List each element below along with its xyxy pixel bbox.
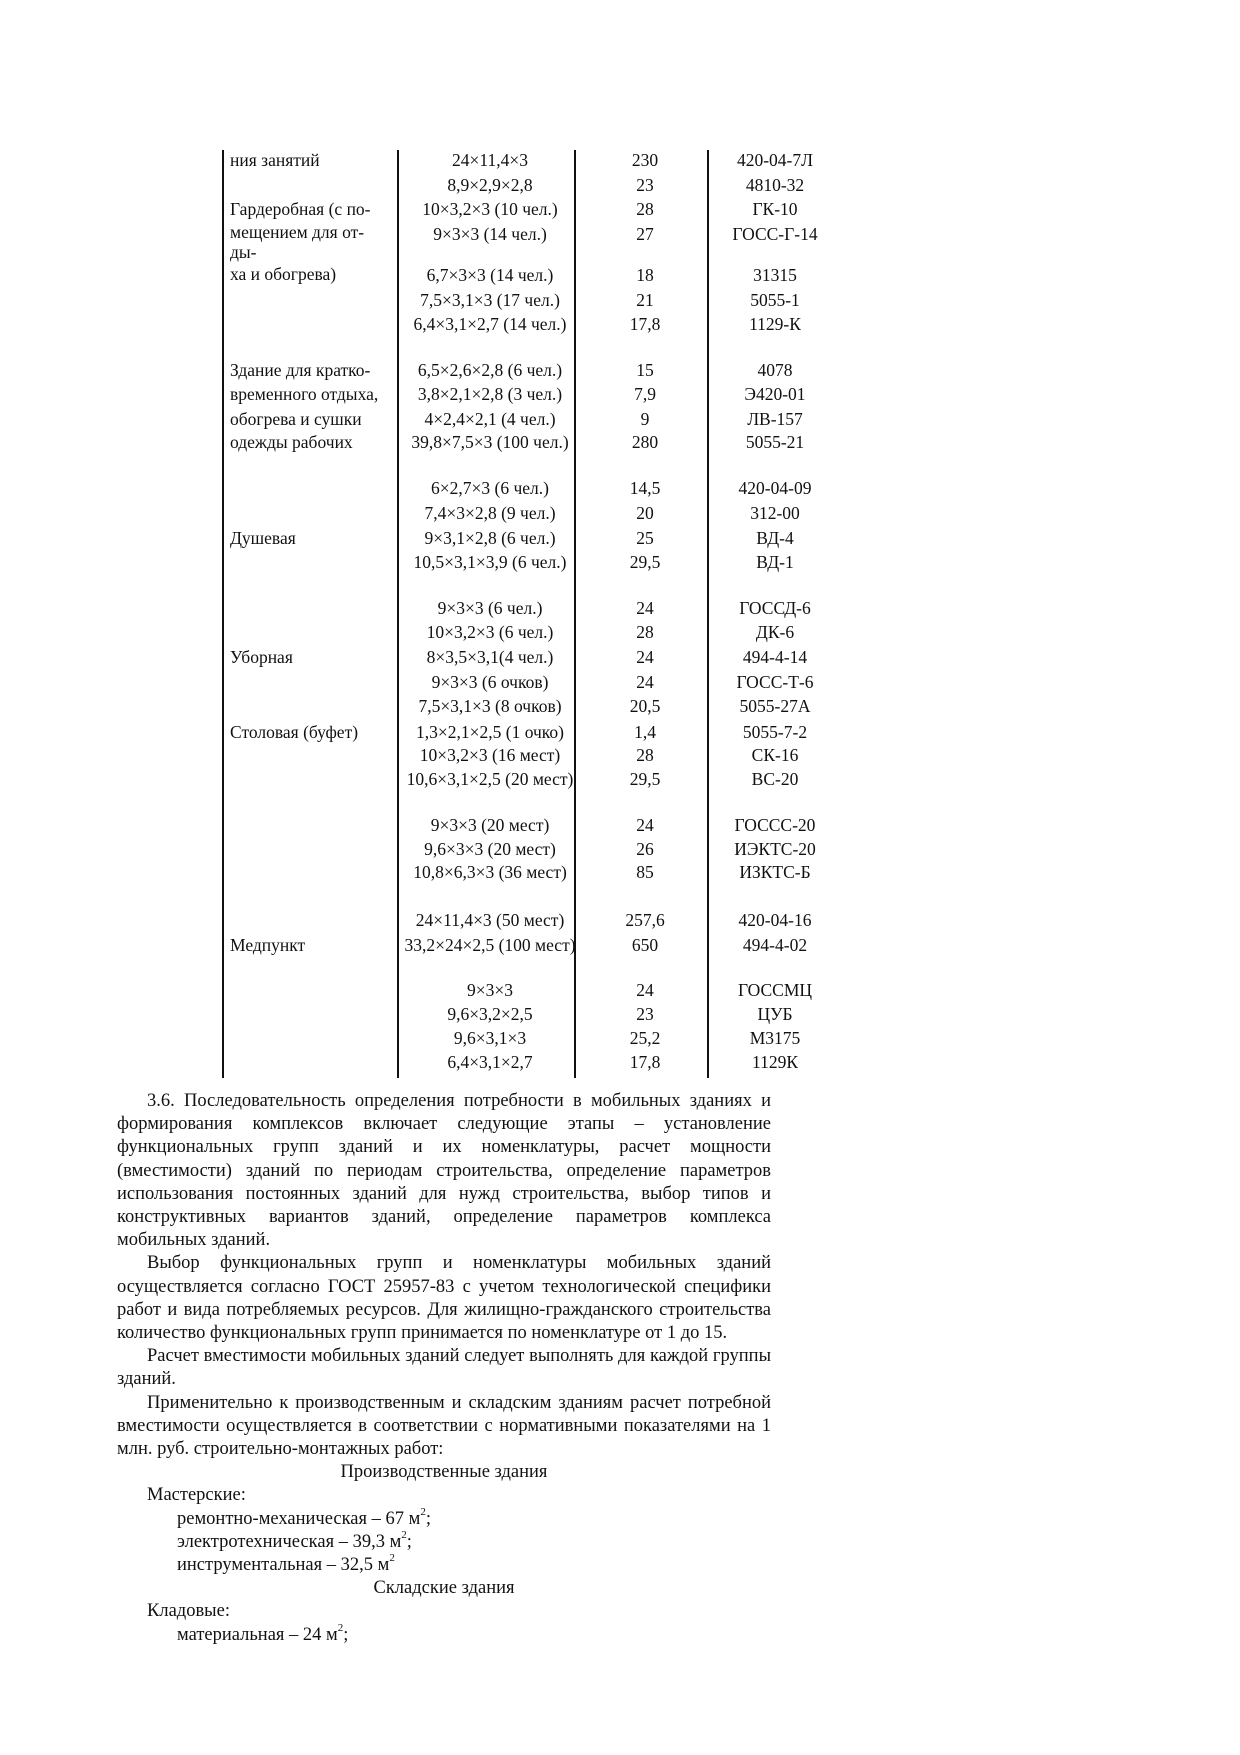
superscript: 2 bbox=[337, 1621, 344, 1634]
area-cell: 24 bbox=[636, 672, 654, 692]
area-cell: 85 bbox=[636, 862, 654, 882]
list-item-text: ремонтно-механическая – 67 м bbox=[177, 1508, 421, 1529]
dimensions-cell: 9×3×3 (14 чел.) bbox=[433, 224, 547, 244]
area-cell: 650 bbox=[631, 935, 659, 955]
paragraph-capacity: Расчет вместимости мобильных зданий следует выполнять для каждой группы зданий. bbox=[117, 1346, 771, 1390]
area-cell: 24 bbox=[636, 815, 654, 835]
area-cell: 17,8 bbox=[629, 314, 661, 334]
area-cell: 7,9 bbox=[634, 384, 656, 404]
area-cell: 18 bbox=[636, 265, 654, 285]
area-cell: 26 bbox=[636, 839, 654, 859]
area-cell: 23 bbox=[636, 175, 654, 195]
area-cell: 27 bbox=[636, 224, 654, 244]
superscript: 2 bbox=[401, 1528, 407, 1541]
dimensions-cell: 6×2,7×3 (6 чел.) bbox=[431, 478, 549, 498]
project-code-cell: 420-04-7Л bbox=[736, 150, 814, 170]
project-code-cell: 1129К bbox=[751, 1052, 799, 1072]
building-type-cell: Столовая (буфет) bbox=[230, 722, 359, 742]
dimensions-cell: 10,6×3,1×2,5 (20 мест) bbox=[406, 769, 574, 789]
project-code-cell: ГОСС-Г-14 bbox=[732, 224, 818, 244]
building-type-cell: ния занятий bbox=[230, 150, 320, 170]
building-type-cell: одежды рабочих bbox=[230, 432, 353, 452]
project-code-cell: ВД-4 bbox=[756, 528, 794, 548]
list-item-text: инструментальная – 32,5 м bbox=[177, 1555, 390, 1576]
area-cell: 24 bbox=[636, 980, 654, 1000]
heading-storage-buildings: Складские здания bbox=[373, 1578, 515, 1599]
dimensions-cell: 8,9×2,9×2,8 bbox=[447, 175, 533, 195]
area-cell: 24 bbox=[636, 647, 654, 667]
area-cell: 25 bbox=[636, 528, 654, 548]
table-border-col2 bbox=[397, 150, 399, 1078]
dimensions-cell: 9×3×3 (6 очков) bbox=[431, 672, 549, 692]
dimensions-cell: 33,2×24×2,5 (100 мест) bbox=[404, 935, 576, 955]
dimensions-cell: 6,4×3,1×2,7 bbox=[447, 1052, 533, 1072]
dimensions-cell: 10,8×6,3×3 (36 мест) bbox=[413, 862, 567, 882]
paragraph-3-6: 3.6. Последовательность определения потребности в мобильных зданиях и формирования комплексов включает следующие этапы – установление функциональных групп зданий и их номенклатуры, расчет мощности (вместимости) зданий по периодам строительства, определение параметров использования постоянных зданий для нужд строительства, выбор типов и конструктивных вариантов зданий, определение параметров комплекса мобильных зданий. bbox=[117, 1091, 771, 1251]
dimensions-cell: 10×3,2×3 (6 чел.) bbox=[426, 622, 554, 642]
project-code-cell: СК-16 bbox=[751, 745, 799, 765]
list-item-end: ; bbox=[343, 1624, 349, 1645]
project-code-cell: 5055-1 bbox=[750, 290, 800, 310]
stores-list bbox=[117, 1621, 771, 1647]
dimensions-cell: 7,5×3,1×3 (17 чел.) bbox=[420, 290, 560, 310]
workshops-list bbox=[117, 1505, 771, 1578]
building-type-cell: Уборная bbox=[230, 647, 293, 667]
area-cell: 29,5 bbox=[629, 552, 661, 572]
area-cell: 15 bbox=[636, 360, 654, 380]
project-code-cell: 420-04-16 bbox=[738, 910, 812, 930]
project-code-cell: ИЭКТС-20 bbox=[734, 839, 816, 859]
project-code-cell: ИЗКТС-Б bbox=[739, 862, 811, 882]
list-item-text: электротехническая – 39,3 м bbox=[177, 1531, 402, 1552]
project-code-cell: 31315 bbox=[753, 265, 797, 285]
list-item-text: материальная – 24 м bbox=[177, 1624, 338, 1645]
project-code-cell: ГОССД-6 bbox=[739, 598, 811, 618]
area-cell: 9 bbox=[640, 409, 650, 429]
dimensions-cell: 4×2,4×2,1 (4 чел.) bbox=[424, 409, 556, 429]
project-code-cell: ГК-10 bbox=[752, 199, 798, 219]
area-cell: 28 bbox=[636, 745, 654, 765]
area-cell: 23 bbox=[636, 1004, 654, 1024]
list-item-end: ; bbox=[425, 1508, 431, 1529]
dimensions-cell: 8×3,5×3,1(4 чел.) bbox=[426, 647, 554, 667]
area-cell: 29,5 bbox=[629, 769, 661, 789]
dimensions-cell: 10×3,2×3 (16 мест) bbox=[419, 745, 561, 765]
area-cell: 21 bbox=[636, 290, 654, 310]
area-cell: 230 bbox=[631, 150, 659, 170]
building-type-cell: ды- bbox=[230, 242, 257, 262]
project-code-cell: ВС-20 bbox=[751, 769, 799, 789]
building-type-cell: мещением для от- bbox=[230, 222, 365, 242]
area-cell: 20,5 bbox=[629, 696, 661, 716]
area-cell: 25,2 bbox=[629, 1028, 661, 1048]
building-type-cell: Гардеробная (с по- bbox=[230, 199, 371, 219]
list-item bbox=[117, 1505, 771, 1531]
paragraph-functional-groups: Выбор функциональных групп и номенклатуры мобильных зданий осуществляется согласно ГОСТ 25957-83 с учетом технологической специфики работ и вида потребляемых ресурсов. Для жилищно-гражданского строительства количество функциональных групп принимается по номенклатуре от 1 до 15. bbox=[117, 1253, 771, 1344]
building-type-cell: временного отдыха, bbox=[230, 384, 379, 404]
area-cell: 20 bbox=[636, 503, 654, 523]
table-border-col4 bbox=[707, 150, 709, 1078]
project-code-cell: 1129-К bbox=[749, 314, 801, 334]
dimensions-cell: 6,4×3,1×2,7 (14 чел.) bbox=[413, 314, 567, 334]
dimensions-cell: 9×3×3 bbox=[467, 980, 513, 1000]
area-cell: 257,6 bbox=[625, 910, 665, 930]
list-item-end: ; bbox=[406, 1531, 412, 1552]
dimensions-cell: 9×3×3 (6 чел.) bbox=[437, 598, 543, 618]
dimensions-cell: 10×3,2×3 (10 чел.) bbox=[422, 199, 558, 219]
project-code-cell: 494-4-02 bbox=[742, 935, 808, 955]
building-type-cell: обогрева и сушки bbox=[230, 409, 362, 429]
dimensions-cell: 6,5×2,6×2,8 (6 чел.) bbox=[417, 360, 563, 380]
dimensions-cell: 10,5×3,1×3,9 (6 чел.) bbox=[413, 552, 567, 572]
project-code-cell: 4078 bbox=[757, 360, 793, 380]
project-code-cell: ЛВ-157 bbox=[747, 409, 803, 429]
superscript: 2 bbox=[389, 1551, 395, 1564]
workshops-label: Мастерские: bbox=[147, 1485, 246, 1506]
area-cell: 28 bbox=[636, 199, 654, 219]
area-cell: 28 bbox=[636, 622, 654, 642]
project-code-cell: 312-00 bbox=[750, 503, 800, 523]
dimensions-cell: 9,6×3×3 (20 мест) bbox=[424, 839, 556, 859]
project-code-cell: 420-04-09 bbox=[738, 478, 812, 498]
list-item bbox=[117, 1621, 771, 1647]
area-cell: 14,5 bbox=[629, 478, 661, 498]
dimensions-cell: 1,3×2,1×2,5 (1 очко) bbox=[416, 722, 564, 742]
project-code-cell: 5055-27А bbox=[739, 696, 811, 716]
dimensions-cell: 7,4×3×2,8 (9 чел.) bbox=[424, 503, 556, 523]
project-code-cell: 494-4-14 bbox=[742, 647, 808, 667]
dimensions-cell: 6,7×3×3 (14 чел.) bbox=[426, 265, 554, 285]
project-code-cell: 4810-32 bbox=[745, 175, 805, 195]
dimensions-cell: 24×11,4×3 (50 мест) bbox=[415, 910, 565, 930]
dimensions-cell: 9,6×3,1×3 bbox=[453, 1028, 527, 1048]
project-code-cell: ГОССМЦ bbox=[737, 980, 813, 1000]
project-code-cell: ЦУБ bbox=[757, 1004, 793, 1024]
project-code-cell: 5055-21 bbox=[745, 432, 805, 452]
stores-label: Кладовые: bbox=[147, 1601, 230, 1622]
list-item bbox=[117, 1551, 771, 1577]
area-cell: 17,8 bbox=[629, 1052, 661, 1072]
heading-production-buildings: Производственные здания bbox=[340, 1462, 548, 1483]
area-cell: 24 bbox=[636, 598, 654, 618]
project-code-cell: ГОССС-20 bbox=[734, 815, 816, 835]
building-type-cell: Медпункт bbox=[230, 935, 306, 955]
dimensions-cell: 9×3×3 (20 мест) bbox=[430, 815, 550, 835]
dimensions-cell: 24×11,4×3 bbox=[452, 150, 528, 170]
list-item bbox=[117, 1528, 771, 1554]
area-cell: 280 bbox=[631, 432, 659, 452]
paragraph-norms: Применительно к производственным и складским зданиям расчет потребной вместимости осуществляется в соответствии с нормативными показателями на 1 млн. руб. строительно-монтажных работ: bbox=[117, 1392, 771, 1460]
project-code-cell: ВД-1 bbox=[756, 552, 794, 572]
dimensions-cell: 7,5×3,1×3 (8 очков) bbox=[418, 696, 562, 716]
dimensions-cell: 3,8×2,1×2,8 (3 чел.) bbox=[417, 384, 563, 404]
project-code-cell: ДК-6 bbox=[755, 622, 795, 642]
dimensions-cell: 39,8×7,5×3 (100 чел.) bbox=[411, 432, 569, 452]
area-cell: 1,4 bbox=[634, 722, 656, 742]
building-type-cell: Душевая bbox=[230, 528, 296, 548]
project-code-cell: ГОСС-Т-6 bbox=[736, 672, 814, 692]
project-code-cell: Э420-01 bbox=[744, 384, 806, 404]
project-code-cell: 5055-7-2 bbox=[742, 722, 808, 742]
dimensions-cell: 9,6×3,2×2,5 bbox=[447, 1004, 533, 1024]
superscript: 2 bbox=[420, 1505, 426, 1518]
table-border-left bbox=[222, 150, 224, 1078]
project-code-cell: М3175 bbox=[749, 1028, 801, 1048]
building-type-cell: ха и обогрева) bbox=[230, 264, 337, 284]
dimensions-cell: 9×3,1×2,8 (6 чел.) bbox=[424, 528, 556, 548]
building-type-cell: Здание для кратко- bbox=[230, 360, 371, 380]
body-text bbox=[117, 1090, 771, 1647]
